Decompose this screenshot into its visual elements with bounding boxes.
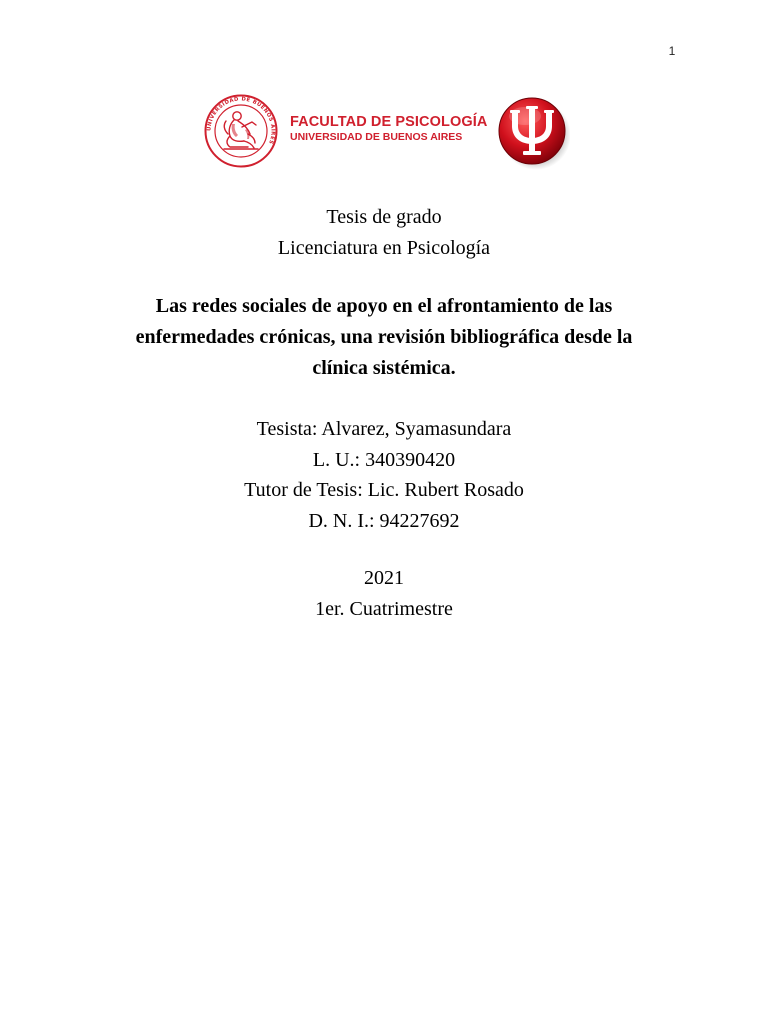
title-line: clínica sistémica. bbox=[312, 357, 456, 379]
term: 1er. Cuatrimestre bbox=[315, 597, 453, 620]
title-line: Las redes sociales de apoyo en el afrontamiento de las bbox=[155, 295, 613, 317]
university-seal-icon bbox=[204, 94, 278, 168]
student-name: Tesista: Alvarez, Syamasundara bbox=[256, 418, 512, 440]
faculty-text-block bbox=[290, 113, 487, 144]
faculty-name: FACULTAD DE PSICOLOGÍA bbox=[290, 114, 488, 130]
page-number: 1 bbox=[668, 44, 676, 58]
title-line: enfermedades crónicas, una revisión bibliográfica desde la bbox=[135, 326, 633, 348]
year: 2021 bbox=[364, 567, 404, 589]
thesis-title bbox=[0, 291, 768, 384]
psi-logo-icon bbox=[496, 94, 570, 170]
date-block bbox=[0, 563, 768, 624]
university-name: UNIVERSIDAD DE BUENOS AIRES bbox=[290, 131, 463, 143]
author-block bbox=[0, 414, 768, 536]
seal-lettering: UNIVERSIDAD DE BUENOS AIRES bbox=[206, 96, 276, 146]
student-dni: D. N. I.: 94227692 bbox=[308, 509, 460, 532]
degree-block bbox=[0, 202, 768, 263]
tutor-name: Tutor de Tesis: Lic. Rubert Rosado bbox=[244, 479, 524, 501]
header-logos bbox=[204, 94, 570, 170]
student-lu: L. U.: 340390420 bbox=[312, 448, 456, 471]
degree-name: Licenciatura en Psicología bbox=[277, 236, 491, 259]
thesis-type: Tesis de grado bbox=[326, 206, 442, 228]
